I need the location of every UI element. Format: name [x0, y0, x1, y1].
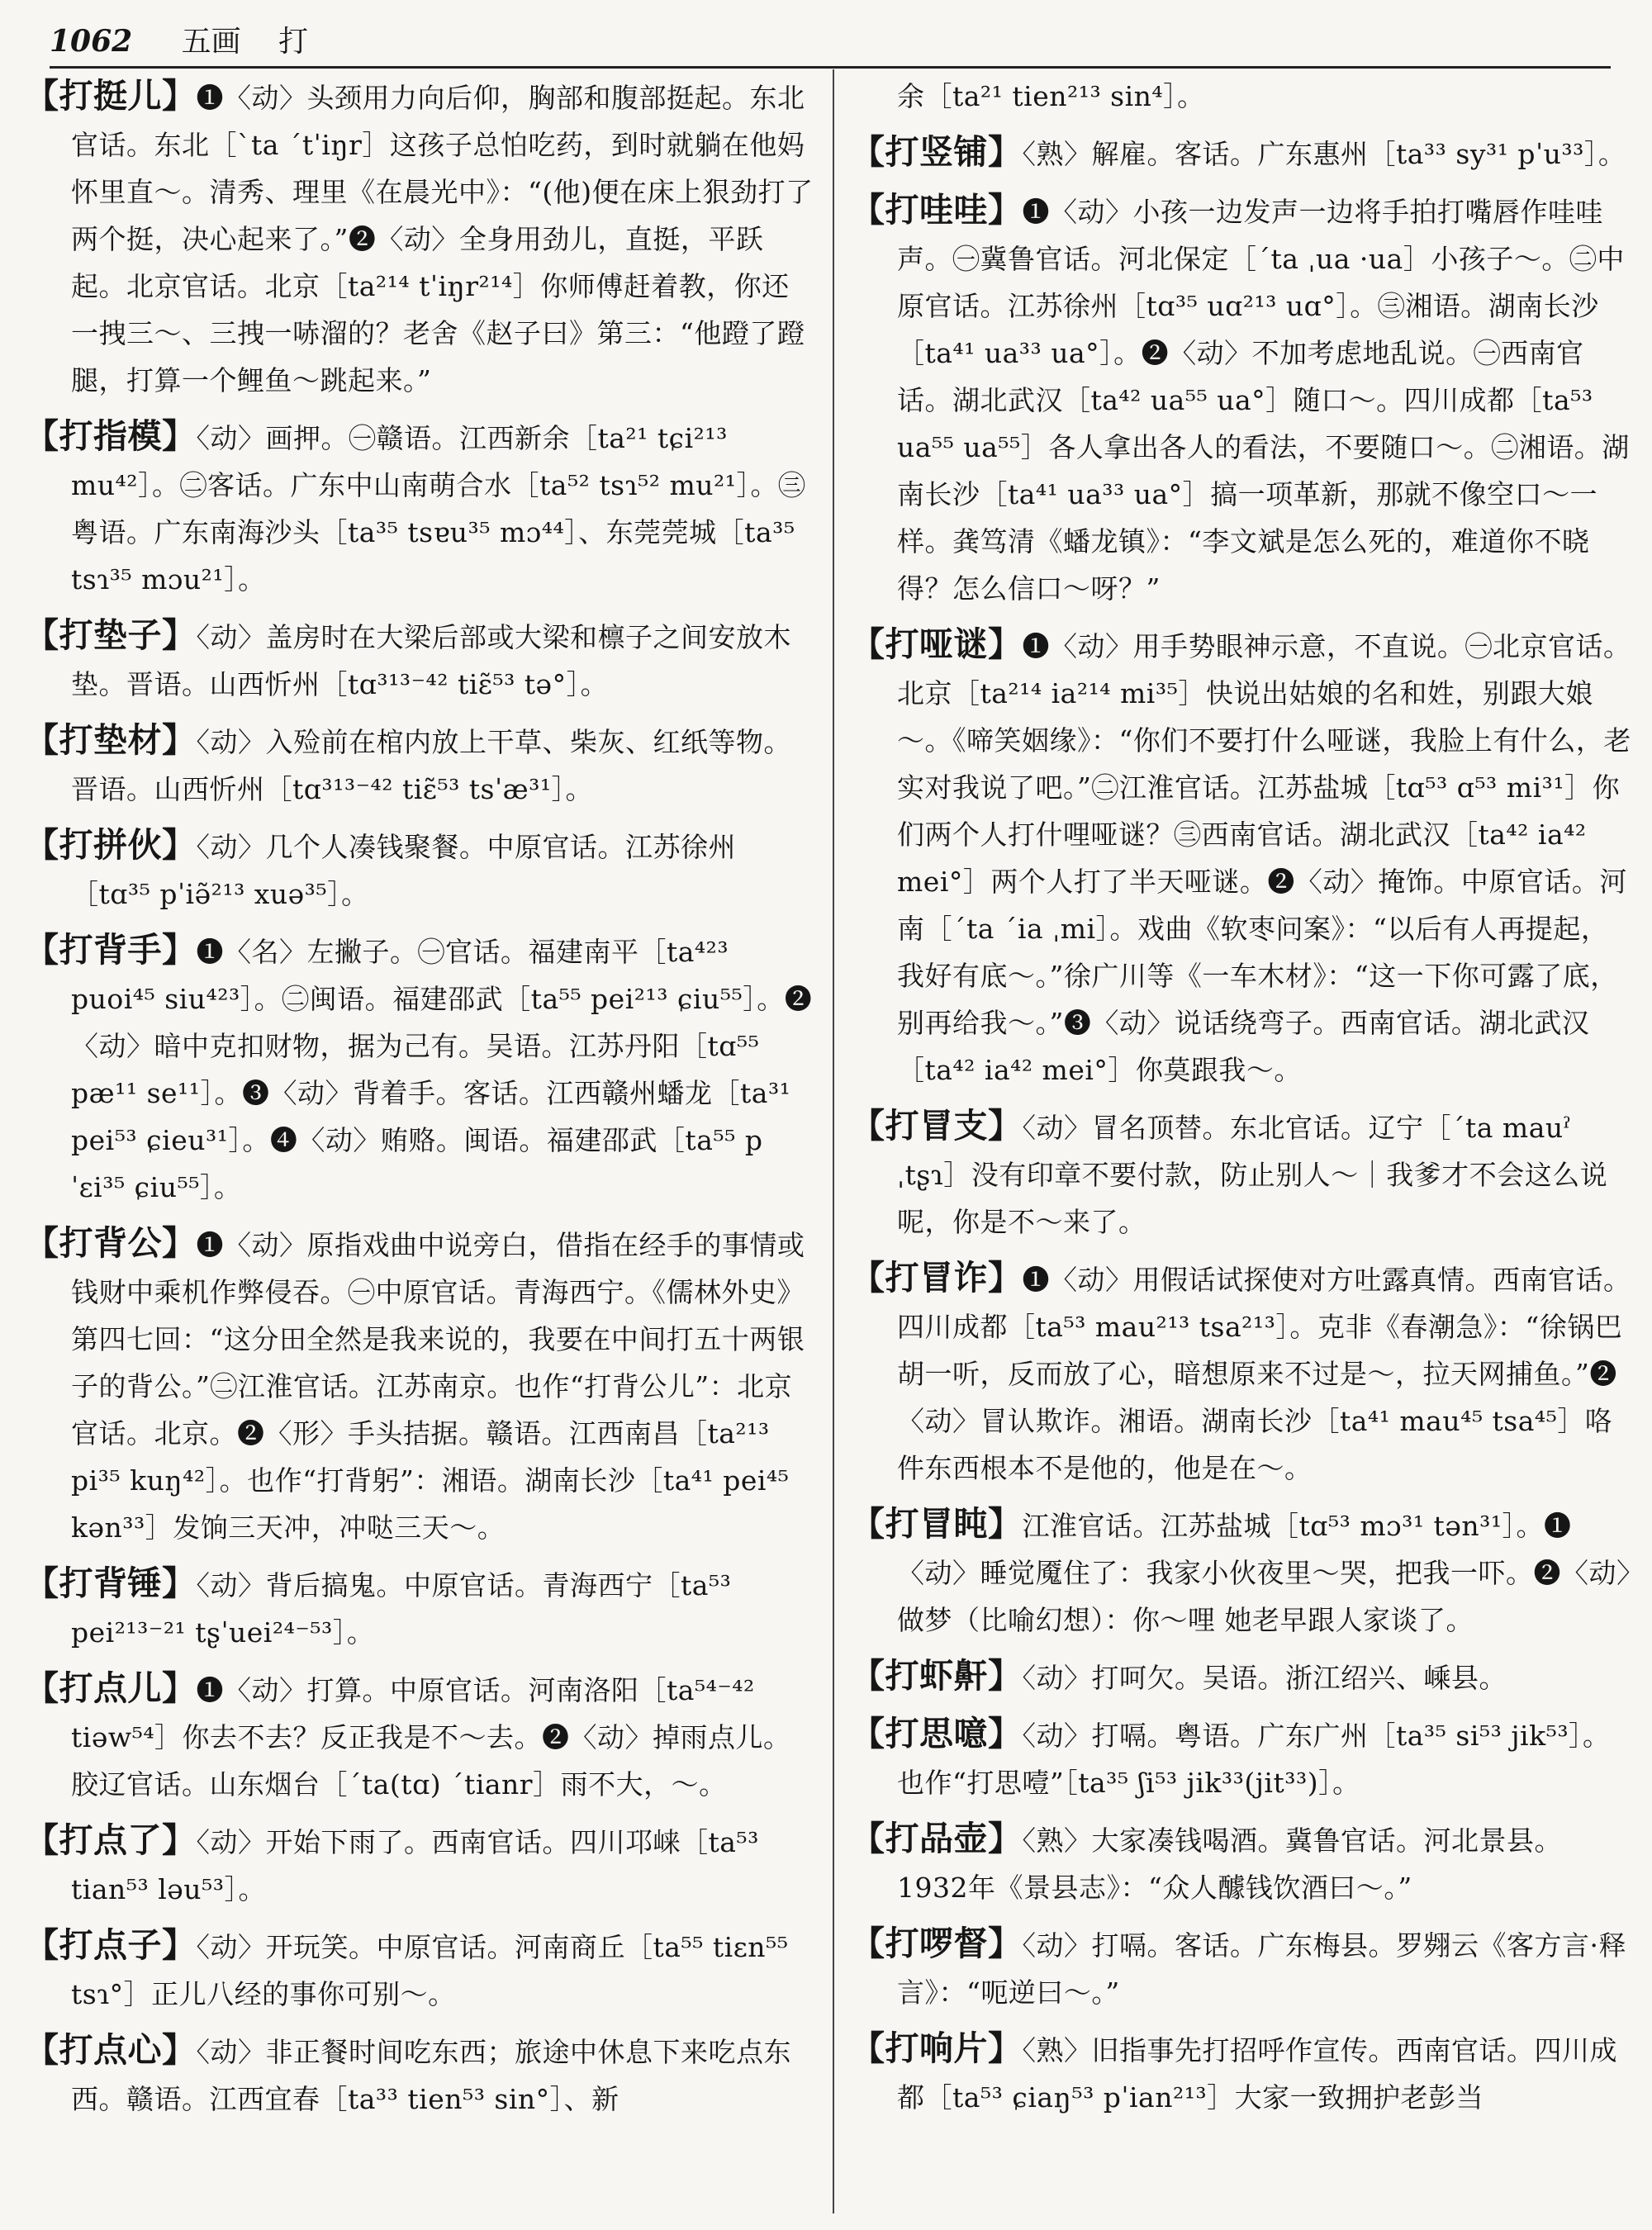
dictionary-entry [851, 1920, 1631, 2016]
entry-headword: 【打背公】 [25, 1223, 197, 1263]
dictionary-entry [25, 1665, 814, 1808]
dictionary-entry [851, 2025, 1631, 2121]
column-divider [833, 69, 834, 2213]
entry-headword: 【打垫子】 [25, 615, 197, 655]
header-character: 打 [278, 25, 309, 59]
dictionary-entry [851, 129, 1631, 178]
dictionary-entry [25, 612, 814, 708]
entry-definition: 〈动〉打嗝。粤语。广东广州［ta³⁵ si⁵³ jik⁵³］。也作“打思噎”［ta³⁵ ʃi⁵³ jik³³(jit³³)］。 [897, 1720, 1611, 1799]
entry-definition: 〈动〉盖房时在大梁后部或大梁和檩子之间安放木垫。晋语。山西忻州［tɑ³¹³⁻⁴² tiɛ̃⁵³ tə°］。 [71, 621, 791, 700]
entry-headword: 【打冒支】 [851, 1106, 1023, 1146]
entry-headword: 【打品壶】 [851, 1819, 1023, 1858]
stroke-section: 五画 [181, 25, 241, 59]
dictionary-entry [851, 621, 1631, 1094]
entry-headword: 【打点子】 [25, 1925, 197, 1965]
entry-definition: ❶〈名〉左撇子。㊀官话。福建南平［ta⁴²³ puoi⁴⁵ siu⁴²³］。㊁闽语。福建邵武［ta⁵⁵ pei²¹³ ɕiu⁵⁵］。❷〈动〉暗中克扣财物，据为己有。吴语。江苏丹阳［tɑ⁵⁵ pæ¹¹ se¹¹］。❸〈动〉背着手。客话。江西赣州蟠龙［ta³¹ pei⁵³ ɕieu³¹］。❹〈动〉贿赂。闽语。福建邵武［ta⁵⁵ pˈɛi³⁵ ɕiu⁵⁵］。 [71, 936, 813, 1203]
entry-definition: 〈动〉开始下雨了。西南官话。四川邛崃［ta⁵³ tian⁵³ ləu⁵³］。 [71, 1826, 759, 1905]
entry-definition: 〈熟〉大家凑钱喝酒。冀鲁官话。河北景县。1932年《景县志》：“众人醵钱饮酒曰～。” [897, 1824, 1562, 1904]
page-header [50, 18, 1611, 64]
dictionary-entry [851, 73, 1631, 120]
entry-definition: 〈熟〉解雇。客话。广东惠州［ta³³ sy³¹ pˈu³³］。 [1022, 138, 1626, 170]
right-column [851, 73, 1631, 2130]
dictionary-entry [851, 1815, 1631, 1911]
entry-headword: 【打背锤】 [25, 1563, 197, 1603]
entry-headword: 【打哑谜】 [851, 624, 1023, 664]
entry-definition: ❶〈动〉打算。中原官话。河南洛阳［ta⁵⁴⁻⁴² tiəw⁵⁴］你去不去？反正我是不～去。❷〈动〉掉雨点儿。胶辽官话。山东烟台［ˊta(tɑ) ˊtianr］雨不大，～。 [71, 1674, 791, 1801]
entry-definition: 〈动〉冒名顶替。东北官话。辽宁［ˊta mauˀ ˌtʂɿ］没有印章不要付款，防止别人～｜我爹才不会这么说呢，你是不～来了。 [897, 1112, 1608, 1238]
entry-headword: 【打响片】 [851, 2028, 1023, 2068]
dictionary-entry [25, 2027, 814, 2123]
entry-definition: 〈动〉非正餐时间吃东西；旅途中休息下来吃点东西。赣语。江西宜春［ta³³ tien⁵³ sin°］、新 [71, 2036, 791, 2115]
dictionary-entry [25, 1560, 814, 1656]
entry-headword: 【打冒诈】 [851, 1258, 1023, 1298]
dictionary-entry [25, 413, 814, 603]
entry-definition: ❶〈动〉原指戏曲中说旁白，借指在经手的事情或钱财中乘机作弊侵吞。㊀中原官话。青海西宁。《儒林外史》第四七回：“这分田全然是我来说的，我要在中间打五十两银子的背公。”㊁江淮官话。江苏南京。也作“打背公儿”：北京官话。北京。❷〈形〉手头拮据。赣语。江西南昌［ta²¹³ pi³⁵ kuŋ⁴²］。也作“打背躬”：湘语。湖南长沙［ta⁴¹ pei⁴⁵ kən³³］发饷三天冲，冲哒三天～。 [71, 1229, 805, 1544]
entry-headword: 【打竖铺】 [851, 132, 1023, 172]
entry-definition: 〈动〉打呵欠。吴语。浙江绍兴、嵊县。 [1022, 1662, 1507, 1694]
entry-headword: 【打指模】 [25, 416, 197, 456]
entry-headword: 【打垫材】 [25, 720, 197, 760]
dictionary-entry [25, 1922, 814, 2018]
dictionary-entry [851, 1501, 1631, 1644]
entry-headword: 【打哇哇】 [851, 190, 1023, 230]
dictionary-entry [25, 822, 814, 918]
dictionary-entry [851, 1710, 1631, 1806]
entry-headword: 【打啰督】 [851, 1924, 1023, 1963]
entry-definition: 〈动〉开玩笑。中原官话。河南商丘［ta⁵⁵ tiɛn⁵⁵ tsɿ°］正儿八经的事你可别～。 [71, 1931, 789, 2010]
dictionary-entry [851, 1255, 1631, 1492]
entry-definition: 〈动〉入殓前在棺内放上干草、柴灰、红纸等物。晋语。山西忻州［tɑ³¹³⁻⁴² tiɛ̃⁵³ tsˈæ³¹］。 [71, 726, 791, 805]
entry-definition: 〈动〉几个人凑钱聚餐。中原官话。江苏徐州［tɑ³⁵ pˈiə̃²¹³ xuə³⁵］。 [71, 831, 736, 910]
entry-headword: 【打虾鼾】 [851, 1656, 1023, 1696]
dictionary-entry [25, 73, 814, 404]
entry-definition: 余［ta²¹ tien²¹³ sin⁴］。 [897, 80, 1205, 112]
entry-definition: ❶〈动〉用假话试探使对方吐露真情。西南官话。四川成都［ta⁵³ mau²¹³ tsa²¹³］。克非《春潮急》：“徐锅巴胡一听，反而放了心，暗想原来不过是～，拉天网捕鱼。”❷〈动〉冒认欺诈。湘语。湖南长沙［ta⁴¹ mau⁴⁵ tsa⁴⁵］咯件东西根本不是他的，他是在～。 [897, 1264, 1631, 1484]
entry-definition: ❶〈动〉头颈用力向后仰，胸部和腹部挺起。东北官话。东北［ˋta ˊtˈiŋr］这孩子总怕吃药，到时就躺在他妈怀里直～。清秀、理里《在晨光中》：“(他)便在床上狠劲打了两个挺，决心起来了。”❷〈动〉全身用劲儿，直挺，平跃起。北京官话。北京［ta²¹⁴ tˈiŋr²¹⁴］你师傅赶着教，你还一拽三～、三拽一哧溜的？老舍《赵子曰》第三：“他蹬了蹬腿，打算一个鲤鱼～跳起来。” [71, 82, 814, 396]
dictionary-entry [25, 1817, 814, 1913]
dictionary-entry [851, 187, 1631, 612]
entry-headword: 【打背手】 [25, 930, 197, 970]
entry-definition: ❶〈动〉用手势眼神示意，不直说。㊀北京官话。北京［ta²¹⁴ ia²¹⁴ mi³⁵］快说出姑娘的名和姓，别跟大娘～。《啼笑姻缘》：“你们不要打什么哑谜，我脸上有什么，老实对我说了吧。”㊁江淮官话。江苏盐城［tɑ⁵³ ɑ⁵³ mi³¹］你们两个人打什哩哑谜？㊂西南官话。湖北武汉［ta⁴² ia⁴² mei°］两个人打了半天哑谜。❷〈动〉掩饰。中原官话。河南［ˊta ˊia ˌmi］。戏曲《软枣问案》：“以后有人再提起，我好有底～。”徐广川等《一车木材》：“这一下你可露了底，别再给我～。”❸〈动〉说话绕弯子。西南官话。湖北武汉［ta⁴² ia⁴² mei°］你莫跟我～。 [897, 630, 1631, 1086]
entry-headword: 【打冒盹】 [851, 1504, 1023, 1544]
entry-headword: 【打拼伙】 [25, 825, 197, 865]
entry-headword: 【打挺儿】 [25, 76, 197, 116]
entry-definition: 〈动〉背后搞鬼。中原官话。青海西宁［ta⁵³ pei²¹³⁻²¹ tʂˈuei²⁴⁻⁵³］。 [71, 1569, 732, 1649]
left-column [25, 73, 814, 2132]
entry-headword: 【打点了】 [25, 1820, 197, 1860]
entry-definition: 〈熟〉旧指事先打招呼作宣传。西南官话。四川成都［ta⁵³ ɕiaŋ⁵³ pˈian²¹³］大家一致拥护老彭当 [897, 2034, 1617, 2114]
dictionary-entry [25, 927, 814, 1211]
dictionary-entry [25, 1220, 814, 1551]
dictionary-entry [851, 1103, 1631, 1245]
entry-headword: 【打思噫】 [851, 1714, 1023, 1753]
entry-definition: 〈动〉画押。㊀赣语。江西新余［ta²¹ tɕi²¹³ mu⁴²］。㊁客话。广东中山南萌合水［ta⁵² tsɿ⁵² mu²¹］。㊂粤语。广东南海沙头［ta³⁵ tsɐu³⁵ mɔ⁴⁴］、东莞莞城［ta³⁵ tsɿ³⁵ mɔu²¹］。 [71, 422, 806, 595]
header-rule [50, 66, 1611, 69]
entry-headword: 【打点儿】 [25, 1668, 197, 1708]
entry-definition: 〈动〉打嗝。客话。广东梅县。罗翙云《客方言·释言》：“呃逆曰～。” [897, 1929, 1626, 2009]
entry-definition: 江淮官话。江苏盐城［tɑ⁵³ mɔ³¹ tən³¹］。❶〈动〉睡觉魇住了：我家小伙夜里～哭，把我一吓。❷〈动〉做梦（比喻幻想）：你～哩 她老早跟人家谈了。 [897, 1510, 1631, 1636]
entry-definition: ❶〈动〉小孩一边发声一边将手拍打嘴唇作哇哇声。㊀冀鲁官话。河北保定［ˊta ˌua ·ua］小孩子～。㊁中原官话。江苏徐州［tɑ³⁵ uɑ²¹³ uɑ°］。㊂湘语。湖南长沙［ta⁴¹ ua³³ ua°］。❷〈动〉不加考虑地乱说。㊀西南官话。湖北武汉［ta⁴² ua⁵⁵ ua°］随口～。四川成都［ta⁵³ ua⁵⁵ ua⁵⁵］各人拿出各人的看法，不要随口～。㊁湘语。湖南长沙［ta⁴¹ ua³³ ua°］搞一项革新，那就不像空口～一样。龚笃清《蟠龙镇》：“李文斌是怎么死的，难道你不晓得？怎么信口～呀？” [897, 196, 1630, 605]
dictionary-entry [851, 1653, 1631, 1701]
entry-headword: 【打点心】 [25, 2030, 197, 2070]
page-number: 1062 [50, 24, 133, 59]
dictionary-entry [25, 717, 814, 813]
